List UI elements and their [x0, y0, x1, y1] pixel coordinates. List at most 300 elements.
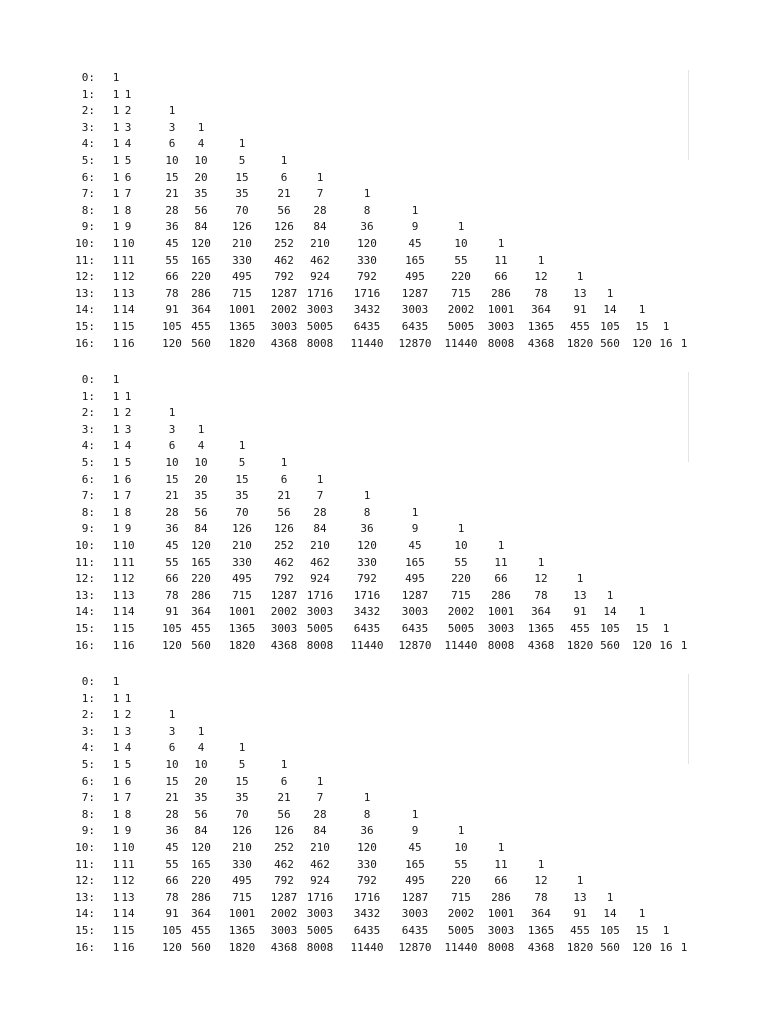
- row-label: 5:: [81, 154, 95, 167]
- coefficient-cell: 6: [280, 472, 288, 486]
- coefficient-cell: 1: [238, 137, 246, 151]
- triangle-row: [0, 823, 768, 839]
- coefficient-cell: 15: [235, 472, 249, 486]
- coefficient-cell: 1: [112, 940, 120, 954]
- coefficient-cell: 1: [112, 572, 120, 586]
- triangle-row: [0, 372, 768, 388]
- coefficient-cell: 1: [680, 336, 688, 350]
- row-label: 6:: [81, 472, 95, 486]
- coefficient-cell: 3003: [487, 622, 515, 635]
- coefficient-cell: 12: [534, 874, 548, 888]
- row-label: 10:: [75, 539, 95, 552]
- coefficient-cell: 1: [457, 824, 465, 838]
- coefficient-cell: 3432: [353, 605, 381, 619]
- coefficient-cell: 120: [191, 237, 211, 250]
- coefficient-cell: 56: [194, 203, 208, 217]
- coefficient-cell: 126: [232, 824, 252, 838]
- coefficient-cell: 55: [165, 857, 179, 871]
- coefficient-cell: 1365: [228, 924, 256, 937]
- coefficient-cell: 1: [112, 104, 120, 118]
- coefficient-cell: 105: [162, 320, 182, 333]
- coefficient-cell: 15: [235, 774, 249, 788]
- coefficient-cell: 11440: [350, 940, 384, 954]
- triangle-row: [0, 455, 768, 471]
- row-label: 0:: [81, 675, 95, 688]
- coefficient-cell: 126: [232, 522, 252, 536]
- coefficient-cell: 2002: [270, 303, 298, 317]
- coefficient-cell: 91: [573, 605, 587, 619]
- triangle-row: [0, 136, 768, 152]
- coefficient-cell: 66: [165, 572, 179, 586]
- coefficient-cell: 56: [277, 807, 291, 821]
- triangle-row: [0, 604, 768, 620]
- coefficient-cell: 78: [534, 286, 548, 300]
- coefficient-cell: 1: [112, 638, 120, 652]
- coefficient-cell: 210: [232, 237, 252, 250]
- coefficient-cell: 8: [124, 807, 132, 821]
- coefficient-cell: 330: [357, 253, 377, 267]
- coefficient-cell: 20: [194, 170, 208, 184]
- coefficient-cell: 105: [600, 924, 620, 937]
- coefficient-cell: 3: [168, 422, 176, 436]
- coefficient-cell: 35: [235, 187, 249, 201]
- coefficient-cell: 8: [124, 505, 132, 519]
- coefficient-cell: 20: [194, 774, 208, 788]
- coefficient-cell: 16: [121, 336, 135, 350]
- row-label: 1:: [81, 389, 95, 403]
- coefficient-cell: 2002: [270, 907, 298, 921]
- coefficient-cell: 28: [165, 203, 179, 217]
- coefficient-cell: 56: [277, 505, 291, 519]
- coefficient-cell: 462: [310, 857, 330, 871]
- coefficient-cell: 2: [124, 104, 132, 118]
- triangle-row: [0, 87, 768, 103]
- coefficient-cell: 1: [112, 675, 120, 688]
- pascal-triangle: [0, 674, 768, 957]
- coefficient-cell: 9: [411, 824, 419, 838]
- coefficient-cell: 84: [194, 824, 208, 838]
- coefficient-cell: 1: [662, 320, 670, 333]
- triangle-row: [0, 707, 768, 723]
- coefficient-cell: 330: [357, 857, 377, 871]
- coefficient-cell: 1287: [401, 588, 429, 602]
- coefficient-cell: 66: [494, 270, 508, 284]
- coefficient-cell: 120: [632, 940, 652, 954]
- coefficient-cell: 1: [112, 522, 120, 536]
- coefficient-cell: 1: [112, 907, 120, 921]
- row-label: 11:: [75, 253, 95, 267]
- coefficient-cell: 36: [360, 220, 374, 234]
- coefficient-cell: 6: [124, 170, 132, 184]
- coefficient-cell: 12: [121, 874, 135, 888]
- coefficient-cell: 6435: [353, 320, 381, 333]
- coefficient-cell: 4368: [270, 940, 298, 954]
- coefficient-cell: 1: [576, 270, 584, 284]
- coefficient-cell: 286: [491, 890, 511, 904]
- coefficient-cell: 1: [112, 220, 120, 234]
- coefficient-cell: 1: [638, 907, 646, 921]
- coefficient-cell: 165: [405, 555, 425, 569]
- coefficient-cell: 84: [313, 220, 327, 234]
- coefficient-cell: 1: [112, 71, 120, 84]
- coefficient-cell: 10: [121, 539, 135, 552]
- coefficient-cell: 1: [112, 505, 120, 519]
- coefficient-cell: 15: [635, 320, 649, 333]
- coefficient-cell: 715: [451, 588, 471, 602]
- coefficient-cell: 120: [162, 638, 182, 652]
- coefficient-cell: 28: [313, 807, 327, 821]
- coefficient-cell: 10: [454, 539, 468, 552]
- coefficient-cell: 12: [534, 572, 548, 586]
- coefficient-cell: 1: [316, 170, 324, 184]
- coefficient-cell: 792: [357, 874, 377, 888]
- triangle-row: [0, 302, 768, 318]
- coefficient-cell: 4: [197, 439, 205, 453]
- coefficient-cell: 15: [635, 924, 649, 937]
- coefficient-cell: 3432: [353, 303, 381, 317]
- triangle-row: [0, 807, 768, 823]
- row-label: 0:: [81, 71, 95, 84]
- coefficient-cell: 455: [191, 320, 211, 333]
- coefficient-cell: 1: [112, 286, 120, 300]
- coefficient-cell: 286: [191, 588, 211, 602]
- coefficient-cell: 4: [124, 741, 132, 755]
- coefficient-cell: 210: [310, 539, 330, 552]
- coefficient-cell: 1: [112, 807, 120, 821]
- coefficient-cell: 8: [363, 203, 371, 217]
- coefficient-cell: 1001: [228, 605, 256, 619]
- coefficient-cell: 1: [112, 87, 120, 101]
- triangle-row: [0, 555, 768, 571]
- row-label: 8:: [81, 505, 95, 519]
- coefficient-cell: 560: [600, 336, 620, 350]
- coefficient-cell: 1365: [527, 320, 555, 333]
- coefficient-cell: 15: [635, 622, 649, 635]
- coefficient-cell: 13: [121, 588, 135, 602]
- coefficient-cell: 165: [191, 555, 211, 569]
- coefficient-cell: 28: [165, 807, 179, 821]
- coefficient-cell: 210: [310, 237, 330, 250]
- coefficient-cell: 6: [168, 741, 176, 755]
- coefficient-cell: 1716: [306, 286, 334, 300]
- coefficient-cell: 560: [191, 336, 211, 350]
- coefficient-cell: 495: [232, 572, 252, 586]
- triangle-row: [0, 219, 768, 235]
- row-label: 2:: [81, 406, 95, 420]
- triangle-row: [0, 336, 768, 352]
- coefficient-cell: 1: [497, 539, 505, 552]
- pascal-triangle: [0, 372, 768, 655]
- coefficient-cell: 3003: [401, 907, 429, 921]
- coefficient-cell: 55: [165, 253, 179, 267]
- coefficient-cell: 792: [274, 572, 294, 586]
- triangle-row: [0, 906, 768, 922]
- coefficient-cell: 1: [363, 187, 371, 201]
- coefficient-cell: 36: [360, 522, 374, 536]
- coefficient-cell: 11: [121, 857, 135, 871]
- coefficient-cell: 1: [280, 456, 288, 469]
- coefficient-cell: 70: [235, 203, 249, 217]
- coefficient-cell: 715: [232, 588, 252, 602]
- coefficient-cell: 91: [165, 605, 179, 619]
- coefficient-cell: 462: [274, 555, 294, 569]
- coefficient-cell: 78: [534, 890, 548, 904]
- coefficient-cell: 5: [238, 456, 246, 469]
- coefficient-cell: 12: [121, 572, 135, 586]
- coefficient-cell: 66: [494, 572, 508, 586]
- coefficient-cell: 10: [165, 758, 179, 771]
- coefficient-cell: 6: [168, 439, 176, 453]
- coefficient-cell: 5: [238, 758, 246, 771]
- triangle-row: [0, 120, 768, 136]
- coefficient-cell: 36: [165, 220, 179, 234]
- coefficient-cell: 21: [165, 791, 179, 805]
- coefficient-cell: 1: [197, 724, 205, 738]
- coefficient-cell: 495: [405, 874, 425, 888]
- coefficient-cell: 15: [121, 622, 135, 635]
- coefficient-cell: 4: [124, 137, 132, 151]
- coefficient-cell: 4368: [270, 638, 298, 652]
- coefficient-cell: 9: [124, 522, 132, 536]
- coefficient-cell: 1: [112, 791, 120, 805]
- scan-edge-mark: [688, 70, 689, 160]
- coefficient-cell: 66: [494, 874, 508, 888]
- coefficient-cell: 12: [534, 270, 548, 284]
- row-label: 14:: [75, 907, 95, 921]
- row-label: 14:: [75, 605, 95, 619]
- coefficient-cell: 16: [659, 638, 673, 652]
- triangle-row: [0, 790, 768, 806]
- coefficient-cell: 15: [121, 924, 135, 937]
- row-label: 9:: [81, 522, 95, 536]
- row-label: 5:: [81, 456, 95, 469]
- coefficient-cell: 10: [165, 154, 179, 167]
- row-label: 9:: [81, 220, 95, 234]
- coefficient-cell: 1: [112, 320, 120, 333]
- coefficient-cell: 1: [112, 741, 120, 755]
- coefficient-cell: 3003: [270, 924, 298, 937]
- triangle-row: [0, 923, 768, 939]
- triangle-row: [0, 691, 768, 707]
- coefficient-cell: 10: [165, 456, 179, 469]
- triangle-row: [0, 186, 768, 202]
- coefficient-cell: 220: [191, 874, 211, 888]
- row-label: 16:: [75, 336, 95, 350]
- coefficient-cell: 560: [191, 638, 211, 652]
- coefficient-cell: 126: [274, 522, 294, 536]
- coefficient-cell: 5005: [447, 924, 475, 937]
- coefficient-cell: 1: [411, 505, 419, 519]
- coefficient-cell: 6435: [401, 622, 429, 635]
- coefficient-cell: 9: [411, 220, 419, 234]
- coefficient-cell: 21: [277, 187, 291, 201]
- coefficient-cell: 1: [606, 286, 614, 300]
- coefficient-cell: 1: [124, 389, 132, 403]
- coefficient-cell: 91: [165, 907, 179, 921]
- triangle-row: [0, 70, 768, 86]
- coefficient-cell: 16: [121, 940, 135, 954]
- coefficient-cell: 1: [124, 87, 132, 101]
- coefficient-cell: 3003: [306, 605, 334, 619]
- triangle-row: [0, 269, 768, 285]
- coefficient-cell: 1820: [566, 638, 594, 652]
- coefficient-cell: 1716: [353, 588, 381, 602]
- coefficient-cell: 220: [451, 270, 471, 284]
- coefficient-cell: 165: [405, 253, 425, 267]
- coefficient-cell: 165: [191, 253, 211, 267]
- coefficient-cell: 14: [603, 303, 617, 317]
- coefficient-cell: 1365: [228, 320, 256, 333]
- coefficient-cell: 21: [165, 187, 179, 201]
- coefficient-cell: 3432: [353, 907, 381, 921]
- coefficient-cell: 3003: [306, 303, 334, 317]
- triangle-row: [0, 857, 768, 873]
- triangle-row: [0, 438, 768, 454]
- coefficient-cell: 6: [168, 137, 176, 151]
- coefficient-cell: 11: [121, 253, 135, 267]
- coefficient-cell: 495: [405, 572, 425, 586]
- coefficient-cell: 56: [277, 203, 291, 217]
- coefficient-cell: 15: [165, 170, 179, 184]
- coefficient-cell: 1716: [306, 890, 334, 904]
- coefficient-cell: 36: [165, 522, 179, 536]
- coefficient-cell: 286: [491, 286, 511, 300]
- coefficient-cell: 1: [168, 406, 176, 420]
- row-label: 13:: [75, 588, 95, 602]
- coefficient-cell: 924: [310, 572, 330, 586]
- coefficient-cell: 1: [316, 472, 324, 486]
- coefficient-cell: 3: [168, 120, 176, 134]
- coefficient-cell: 10: [454, 237, 468, 250]
- coefficient-cell: 5: [124, 456, 132, 469]
- coefficient-cell: 120: [191, 539, 211, 552]
- coefficient-cell: 3003: [487, 320, 515, 333]
- coefficient-cell: 1: [112, 472, 120, 486]
- coefficient-cell: 105: [600, 320, 620, 333]
- row-label: 16:: [75, 638, 95, 652]
- coefficient-cell: 5005: [447, 622, 475, 635]
- coefficient-cell: 14: [603, 605, 617, 619]
- coefficient-cell: 1: [497, 841, 505, 854]
- coefficient-cell: 5005: [306, 924, 334, 937]
- coefficient-cell: 7: [124, 187, 132, 201]
- coefficient-cell: 1: [112, 336, 120, 350]
- coefficient-cell: 45: [408, 539, 422, 552]
- coefficient-cell: 455: [570, 924, 590, 937]
- row-label: 7:: [81, 791, 95, 805]
- coefficient-cell: 11440: [350, 638, 384, 652]
- coefficient-cell: 1820: [228, 638, 256, 652]
- coefficient-cell: 15: [165, 472, 179, 486]
- row-label: 3:: [81, 120, 95, 134]
- coefficient-cell: 120: [357, 237, 377, 250]
- coefficient-cell: 6: [280, 170, 288, 184]
- row-label: 10:: [75, 841, 95, 854]
- triangle-row: [0, 638, 768, 654]
- coefficient-cell: 1820: [566, 940, 594, 954]
- coefficient-cell: 55: [454, 857, 468, 871]
- coefficient-cell: 10: [194, 456, 208, 469]
- coefficient-cell: 4: [197, 137, 205, 151]
- coefficient-cell: 15: [165, 774, 179, 788]
- coefficient-cell: 1: [112, 237, 120, 250]
- coefficient-cell: 1820: [228, 940, 256, 954]
- coefficient-cell: 10: [194, 154, 208, 167]
- row-label: 0:: [81, 373, 95, 386]
- coefficient-cell: 1: [537, 555, 545, 569]
- pascal-triangle: [0, 70, 768, 353]
- coefficient-cell: 220: [451, 572, 471, 586]
- triangle-row: [0, 538, 768, 554]
- coefficient-cell: 1287: [401, 890, 429, 904]
- coefficient-cell: 462: [274, 857, 294, 871]
- coefficient-cell: 45: [165, 237, 179, 250]
- row-label: 6:: [81, 170, 95, 184]
- coefficient-cell: 1: [680, 638, 688, 652]
- scan-edge-mark: [688, 372, 689, 462]
- coefficient-cell: 1: [112, 691, 120, 705]
- coefficient-cell: 35: [194, 489, 208, 503]
- coefficient-cell: 3003: [270, 622, 298, 635]
- triangle-row: [0, 621, 768, 637]
- coefficient-cell: 120: [162, 336, 182, 350]
- triangle-row: [0, 203, 768, 219]
- coefficient-cell: 14: [121, 605, 135, 619]
- coefficient-cell: 14: [121, 303, 135, 317]
- coefficient-cell: 330: [232, 555, 252, 569]
- coefficient-cell: 6: [124, 774, 132, 788]
- coefficient-cell: 4368: [527, 336, 555, 350]
- coefficient-cell: 1716: [353, 890, 381, 904]
- coefficient-cell: 16: [121, 638, 135, 652]
- coefficient-cell: 9: [124, 220, 132, 234]
- coefficient-cell: 55: [454, 555, 468, 569]
- coefficient-cell: 1: [112, 622, 120, 635]
- coefficient-cell: 1: [112, 253, 120, 267]
- coefficient-cell: 7: [124, 791, 132, 805]
- coefficient-cell: 1: [411, 807, 419, 821]
- coefficient-cell: 45: [165, 539, 179, 552]
- coefficient-cell: 1716: [353, 286, 381, 300]
- coefficient-cell: 364: [191, 303, 211, 317]
- coefficient-cell: 5005: [306, 622, 334, 635]
- coefficient-cell: 1: [197, 120, 205, 134]
- coefficient-cell: 1: [662, 924, 670, 937]
- coefficient-cell: 8: [363, 505, 371, 519]
- coefficient-cell: 16: [659, 336, 673, 350]
- coefficient-cell: 1: [363, 489, 371, 503]
- coefficient-cell: 1: [238, 741, 246, 755]
- triangle-row: [0, 873, 768, 889]
- row-label: 14:: [75, 303, 95, 317]
- coefficient-cell: 1: [112, 154, 120, 167]
- coefficient-cell: 120: [632, 638, 652, 652]
- coefficient-cell: 3003: [401, 605, 429, 619]
- coefficient-cell: 35: [235, 791, 249, 805]
- coefficient-cell: 84: [194, 522, 208, 536]
- coefficient-cell: 16: [659, 940, 673, 954]
- coefficient-cell: 5: [124, 758, 132, 771]
- row-label: 10:: [75, 237, 95, 250]
- coefficient-cell: 1: [112, 137, 120, 151]
- coefficient-cell: 13: [573, 890, 587, 904]
- coefficient-cell: 70: [235, 505, 249, 519]
- triangle-row: [0, 571, 768, 587]
- coefficient-cell: 66: [165, 874, 179, 888]
- coefficient-cell: 13: [573, 588, 587, 602]
- coefficient-cell: 455: [191, 924, 211, 937]
- coefficient-cell: 8008: [487, 638, 515, 652]
